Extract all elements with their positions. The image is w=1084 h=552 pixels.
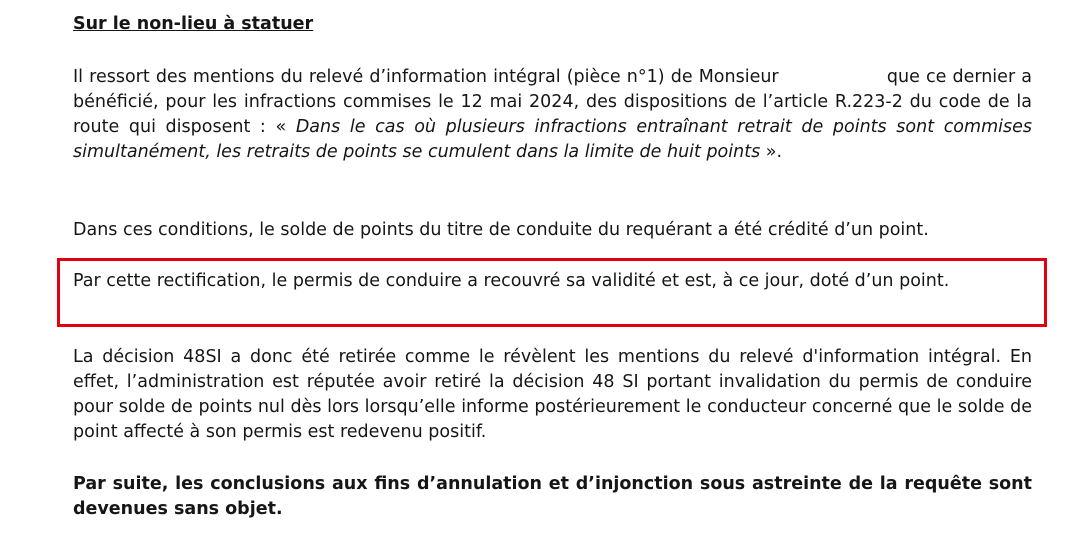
paragraph-relevé-start: Il ressort des mentions du relevé d’information intégral (pièce n°1) de Monsieur <box>73 67 779 87</box>
quote-close: ». <box>765 142 783 162</box>
red-highlight-box <box>57 258 1047 327</box>
paragraph-decision-48si: La décision 48SI a donc été retirée comme le révèlent les mentions du relevé d'information intégral. En effet, l’administration est réputée avoir retiré la décision 48 SI portant invalidation du permis de conduire pour solde de points nul dès lors lorsqu’elle informe postérieurement le conducteur concerné que le solde de point affecté à son permis est redevenu positif. <box>73 347 1032 442</box>
section-heading: Sur le non-lieu à statuer <box>73 14 314 34</box>
paragraph-relevé <box>73 65 1032 165</box>
paragraph-conclusion: Par suite, les conclusions aux fins d’annulation et d’injonction sous astreinte de la requête sont devenues sans objet. <box>73 474 1032 519</box>
paragraph-solde-credite: Dans ces conditions, le solde de points du titre de conduite du requérant a été crédité d’un point. <box>73 220 929 240</box>
paragraph-highlighted-rectification: Par cette rectification, le permis de conduire a recouvré sa validité et est, à ce jour, doté d’un point. <box>73 271 950 291</box>
code-route-quote: Dans le cas où plusieurs infractions entraînant retrait de points sont commises simultanément, les retraits de points se cumulent dans la limite de huit points <box>73 117 1032 162</box>
paragraph-relevé-middle: que ce dernier a bénéficié, pour les infractions commises le 12 mai 2024, des dispositions de l’article R.223-2 du code de la route qui disposent : « <box>73 67 1032 137</box>
